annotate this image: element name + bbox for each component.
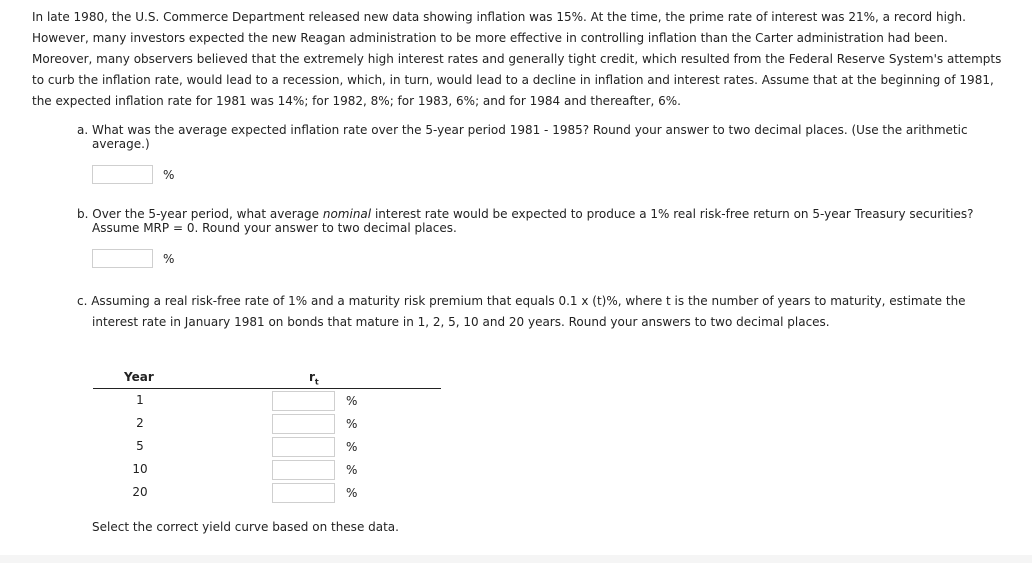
question-c bbox=[77, 291, 997, 333]
closing-instruction: Select the correct yield curve based on these data. bbox=[92, 520, 399, 534]
table-row bbox=[93, 458, 441, 481]
col-header-rate bbox=[309, 370, 319, 386]
row-unit: % bbox=[346, 486, 358, 500]
answer-a-row bbox=[92, 165, 174, 184]
col-header-rate-sub: t bbox=[314, 377, 319, 387]
row-unit: % bbox=[346, 394, 358, 408]
rates-table-header bbox=[93, 368, 441, 389]
row-year: 10 bbox=[132, 462, 148, 476]
rates-table bbox=[93, 368, 441, 504]
question-b-suffix: interest rate would be expected to produce a 1% real risk-free return on 5-year Treasury securities? bbox=[371, 207, 974, 221]
row-unit: % bbox=[346, 440, 358, 454]
question-c-text-cont: interest rate in January 1981 on bonds that mature in 1, 2, 5, 10 and 20 years. Round your answers to two decimal places. bbox=[92, 315, 830, 329]
row-year: 5 bbox=[136, 439, 144, 453]
question-a-text-cont: average.) bbox=[92, 137, 150, 151]
rate-input-year-20[interactable] bbox=[272, 483, 335, 503]
question-a bbox=[77, 123, 997, 151]
answer-b-unit: % bbox=[163, 251, 175, 266]
question-c-text: c. Assuming a real risk-free rate of 1% and a maturity risk premium that equals 0.1 x (t)%, where t is the number of years to maturity, estimate the bbox=[77, 294, 966, 308]
table-row bbox=[93, 481, 441, 504]
row-year: 2 bbox=[136, 416, 144, 430]
row-year: 1 bbox=[136, 393, 144, 407]
rate-input-year-5[interactable] bbox=[272, 437, 335, 457]
row-unit: % bbox=[346, 417, 358, 431]
col-header-rate-main: r bbox=[309, 370, 315, 384]
row-unit: % bbox=[346, 463, 358, 477]
table-row bbox=[93, 389, 441, 412]
answer-b-row bbox=[92, 249, 174, 268]
problem-intro: In late 1980, the U.S. Commerce Department released new data showing inflation was 15%. At the time, the prime rate of interest was 21%, a record high. However, many investors expected the new Reagan administration to be more effective in controlling inflation than the Carter administration had been. Moreover, many observers believed that the extremely high interest rates and generally tight credit, which resulted from the Federal Reserve System's attempts to curb the inflation rate, would lead to a recession, which, in turn, would lead to a decline in inflation and interest rates. Assume that at the beginning of 1981, the expected inflation rate for 1981 was 14%; for 1982, 8%; for 1983, 6%; and for 1984 and thereafter, 6%. bbox=[32, 10, 1002, 108]
rate-input-year-1[interactable] bbox=[272, 391, 335, 411]
answer-a-unit: % bbox=[163, 167, 175, 182]
rate-input-year-2[interactable] bbox=[272, 414, 335, 434]
table-row bbox=[93, 435, 441, 458]
answer-a-input[interactable] bbox=[92, 165, 153, 184]
question-b bbox=[77, 207, 997, 235]
bottom-band bbox=[0, 555, 1032, 563]
question-b-text-cont: Assume MRP = 0. Round your answer to two decimal places. bbox=[92, 221, 457, 235]
question-a-text: a. What was the average expected inflation rate over the 5-year period 1981 - 1985? Round your answer to two decimal places. (Use the arithmetic bbox=[77, 123, 968, 137]
question-b-emphasis: nominal bbox=[322, 207, 372, 221]
rates-table-body bbox=[93, 389, 441, 504]
col-header-year: Year bbox=[124, 370, 154, 384]
table-row bbox=[93, 412, 441, 435]
answer-b-input[interactable] bbox=[92, 249, 153, 268]
row-year: 20 bbox=[132, 485, 148, 499]
question-b-text bbox=[77, 207, 997, 221]
rate-input-year-10[interactable] bbox=[272, 460, 335, 480]
question-b-prefix: b. Over the 5-year period, what average bbox=[77, 207, 323, 221]
